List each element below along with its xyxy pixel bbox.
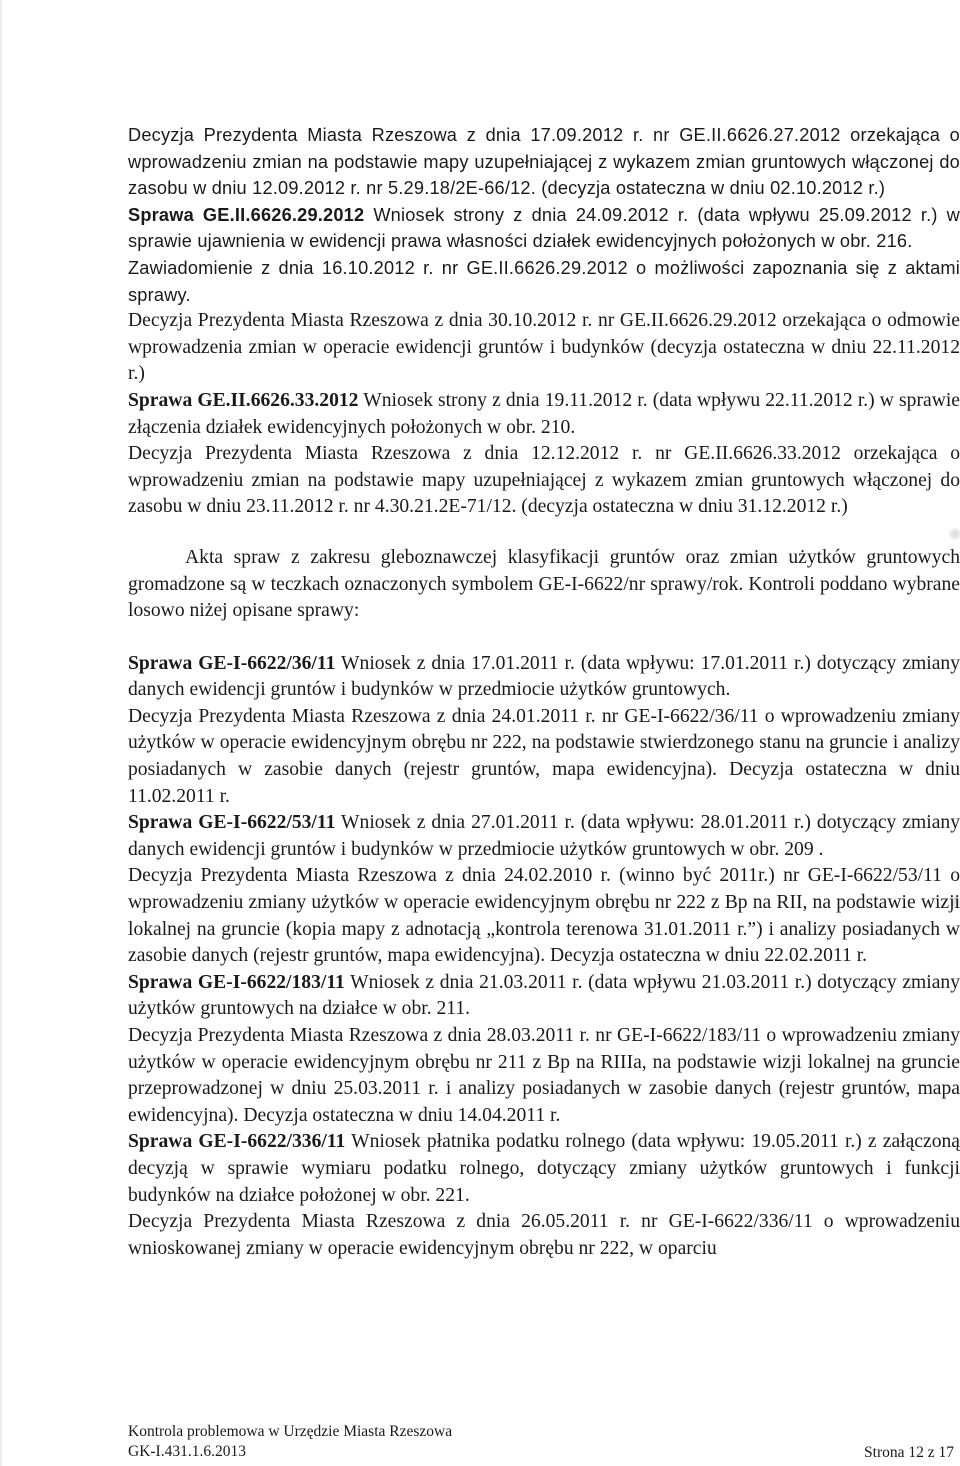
case-list-section bbox=[128, 122, 960, 308]
page-number: Strona 12 z 17 bbox=[864, 1444, 954, 1461]
notice-paragraph: Zawiadomienie z dnia 16.10.2012 r. nr GE.II.6626.29.2012 o możliwości zapoznania się z aktami sprawy. bbox=[128, 257, 960, 305]
footer-left bbox=[128, 1422, 452, 1462]
case-id: Sprawa GE-I-6622/53/11 bbox=[128, 812, 336, 834]
case-paragraph bbox=[128, 651, 960, 704]
decision-paragraph: Decyzja Prezydenta Miasta Rzeszowa z dnia 24.01.2011 r. nr GE-I-6622/36/11 o wprowadzeniu zmiany użytków w operacie ewidencyjnym obrębu nr 222, na podstawie stwierdzonego stanu na gruncie i analizy posiadanych w zasobie danych (rejestr gruntów, mapa ewidencyjna). Decyzja ostateczna w dniu 11.02.2011 r. bbox=[128, 705, 960, 807]
case-text: Wniosek płatnika podatku rolnego (data wpływu: 19.05.2011 r.) z załączoną decyzją w sprawie wymiaru podatku rolnego, dotyczący zmiany użytków gruntowych i funkcji budynków na działce położonej w obr. 221. bbox=[128, 1131, 960, 1206]
decision-paragraph: Decyzja Prezydenta Miasta Rzeszowa z dnia 12.12.2012 r. nr GE.II.6626.33.2012 orzekająca o wprowadzeniu zmian na podstawie mapy uzupełniającej z wykazem zmian gruntowych włączonej do zasobu w dniu 23.11.2012 r. nr 4.30.21.2E-71/12. (decyzja ostateczna w dniu 31.12.2012 r.) bbox=[128, 443, 960, 518]
case-paragraph bbox=[128, 202, 960, 255]
case-id: Sprawa GE-I-6622/36/11 bbox=[128, 652, 336, 674]
intro-paragraph: Akta spraw z zakresu gleboznawczej klasyfikacji gruntów oraz zmian użytków gruntowych gromadzone są w teczkach oznaczonych symbolem GE-I-6622/nr sprawy/rok. Kontroli poddano wybrane losowo niżej opisane sprawy: bbox=[128, 546, 960, 622]
decision-paragraph: Decyzja Prezydenta Miasta Rzeszowa z dnia 17.09.2012 r. nr GE.II.6626.27.2012 orzekająca o wprowadzeniu zmian na podstawie mapy uzupełniającej z wykazem zmian gruntowych włączonej do zasobu w dniu 12.09.2012 r. nr 5.29.18/2E-66/12. (decyzja ostateczna w dniu 02.10.2012 r.) bbox=[128, 125, 960, 199]
case-text: Wniosek z dnia 17.01.2011 r. (data wpływu: 17.01.2011 r.) dotyczący zmiany danych ewidencji gruntów i budynków w przedmiocie użytków gruntowych. bbox=[128, 652, 960, 701]
case-id: Sprawa GE-I-6622/183/11 bbox=[128, 971, 345, 993]
decision-paragraph: Decyzja Prezydenta Miasta Rzeszowa z dnia 28.03.2011 r. nr GE-I-6622/183/11 o wprowadzeniu zmiany użytków w operacie ewidencyjnym obrębu nr 211 z Bp na RIIIa, na podstawie wizji lokalnej na gruncie przeprowadzonej w dniu 25.03.2011 r. i analizy posiadanych w zasobie danych (rejestr gruntów, mapa ewidencyjna). Decyzja ostateczna w dniu 14.04.2011 r. bbox=[128, 1025, 960, 1126]
case-text: Wniosek strony z dnia 24.09.2012 r. (data wpływu 25.09.2012 r.) w sprawie ujawnienia w ewidencji prawa własności działek ewidencyjnych położonych w obr. 216. bbox=[128, 204, 960, 252]
case-text: Wniosek strony z dnia 19.11.2012 r. (data wpływu 22.11.2012 r.) w sprawie złączenia działek ewidencyjnych położonych w obr. 210. bbox=[128, 389, 960, 438]
case-paragraph bbox=[128, 1129, 960, 1209]
decision-paragraph: Decyzja Prezydenta Miasta Rzeszowa z dnia 30.10.2012 r. nr GE.II.6626.29.2012 orzekająca o odmowie wprowadzenia zmian w operacie ewidencji gruntów i budynków (decyzja ostateczna w dniu 22.11.2012 r.) bbox=[128, 310, 960, 385]
case-paragraph bbox=[128, 970, 960, 1023]
case-id: Sprawa GE-I-6622/336/11 bbox=[128, 1131, 346, 1153]
case-text: Wniosek z dnia 27.01.2011 r. (data wpływu: 28.01.2011 r.) dotyczący zmiany danych ewidencji gruntów i budynków w przedmiocie użytków gruntowych w obr. 209 . bbox=[128, 812, 960, 860]
decision-paragraph: Decyzja Prezydenta Miasta Rzeszowa z dnia 24.02.2010 r. (winno być 2011r.) nr GE-I-6622/53/11 o wprowadzeniu zmiany użytków w operacie ewidencyjnym obrębu nr 222 z Bp na RII, na podstawie wizji lokalnej na gruncie (kopia mapy z adnotacją „kontrola terenowa 31.01.2011 r.”) i analizy posiadanych w zasobie danych (rejestr gruntów, mapa ewidencyjna). Decyzja ostateczna w dniu 22.02.2011 r. bbox=[128, 865, 960, 967]
case-id: Sprawa GE.II.6626.33.2012 bbox=[128, 389, 359, 411]
page-edge bbox=[0, 0, 3, 1466]
footer-code: GK-I.431.1.6.2013 bbox=[128, 1443, 246, 1460]
decision-paragraph: Decyzja Prezydenta Miasta Rzeszowa z dnia 26.05.2011 r. nr GE-I-6622/336/11 o wprowadzeniu wnioskowanej zmiany w operacie ewidencyjnym obrębu nr 222, w oparciu bbox=[128, 1211, 960, 1259]
case-text: Wniosek z dnia 21.03.2011 r. (data wpływu 21.03.2011 r.) dotyczący zmiany użytków gruntowych na działce w obr. 211. bbox=[128, 971, 960, 1020]
case-paragraph bbox=[128, 388, 960, 441]
document-body bbox=[128, 122, 960, 1262]
case-paragraph bbox=[128, 810, 960, 863]
footer-title: Kontrola problemowa w Urzędzie Miasta Rzeszowa bbox=[128, 1423, 453, 1440]
case-id: Sprawa GE.II.6626.29.2012 bbox=[128, 204, 365, 225]
